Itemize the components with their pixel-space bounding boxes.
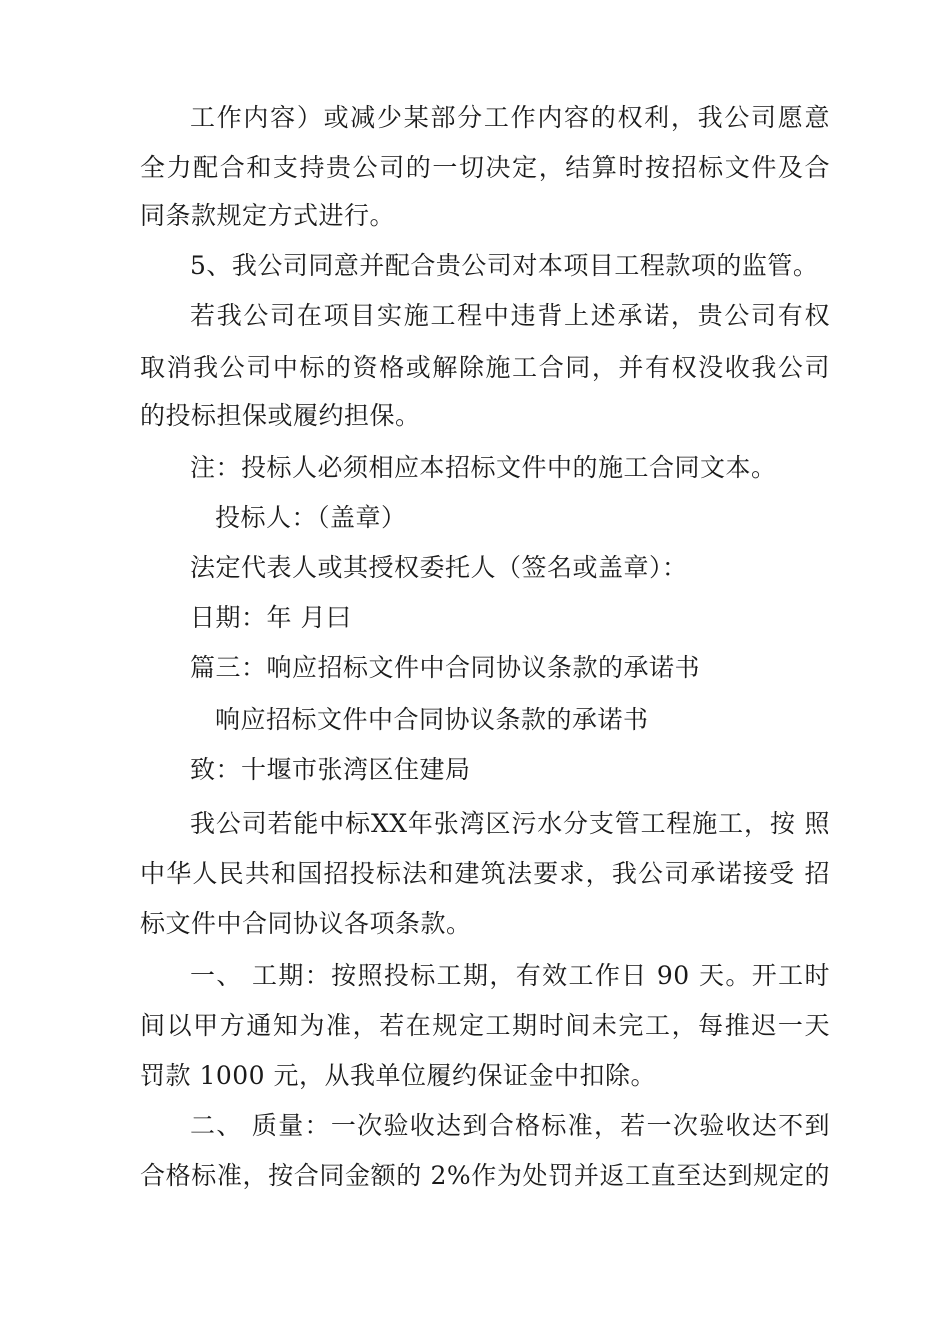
- signature-label: 投标人：（盖章）: [215, 503, 407, 532]
- section-heading: 篇三：响应招标文件中合同协议条款的承诺书: [190, 653, 701, 682]
- text-line: 我公司若能中标XX年张湾区污水分支管工程施工，按 照: [190, 809, 830, 838]
- text-line: 中华人民共和国招投标法和建筑法要求，我公司承诺接受 招: [140, 859, 830, 888]
- text-line: 注：投标人必须相应本招标文件中的施工合同文本。: [190, 453, 777, 482]
- text-line: 全力配合和支持贵公司的一切决定，结算时按招标文件及合: [140, 153, 830, 182]
- date-label: 日期：年 月曰: [190, 603, 352, 632]
- text-line: 罚款 1000 元，从我单位履约保证金中扣除。: [140, 1061, 657, 1090]
- text-line: 若我公司在项目实施工程中违背上述承诺，贵公司有权: [190, 301, 830, 330]
- text-line: 工作内容）或减少某部分工作内容的权利，我公司愿意: [190, 103, 830, 132]
- text-line: 二、 质量：一次验收达到合格标准，若一次验收达不到: [190, 1111, 830, 1140]
- text-line: 一、 工期：按照投标工期，有效工作日 90 天。开工时: [190, 961, 830, 990]
- text-line: 同条款规定方式进行。: [140, 201, 396, 230]
- text-line: 5、我公司同意并配合贵公司对本项目工程款项的监管。: [190, 251, 819, 280]
- text-line: 合格标准，按合同金额的 2%作为处罚并返工直至达到规定的: [140, 1161, 830, 1190]
- text-line: 取消我公司中标的资格或解除施工合同，并有权没收我公司: [140, 353, 830, 382]
- text-line: 间以甲方通知为准，若在规定工期时间未完工，每推迟一天: [140, 1011, 830, 1040]
- addressee: 致：十堰市张湾区住建局: [190, 755, 471, 784]
- text-line: 的投标担保或履约担保。: [140, 401, 421, 430]
- text-line: 标文件中合同协议各项条款。: [140, 909, 472, 938]
- signature-label: 法定代表人或其授权委托人（签名或盖章）：: [190, 553, 688, 582]
- section-title: 响应招标文件中合同协议条款的承诺书: [215, 705, 649, 734]
